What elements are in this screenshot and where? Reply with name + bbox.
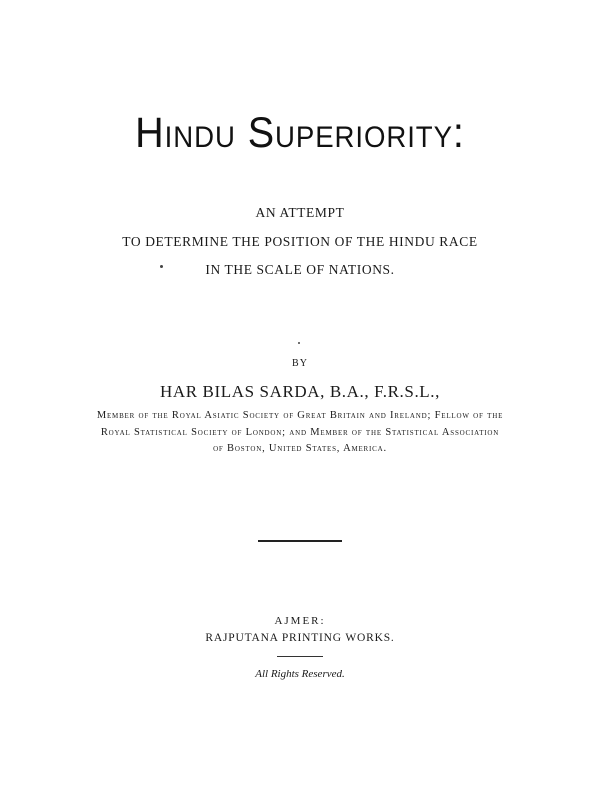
ink-speck [298,342,300,344]
book-title: Hindu Superiority: [135,109,465,157]
imprint-publisher: RAJPUTANA PRINTING WORKS. [205,632,395,644]
rights-notice: All Rights Reserved. [255,668,345,680]
author-name: HAR BILAS SARDA, B.A., F.R.S.L., [160,382,440,401]
subtitle-line-2: TO DETERMINE THE POSITION OF THE HINDU RACE [122,234,478,249]
byline: BY [292,358,308,369]
small-divider-rule [277,656,323,657]
subtitle-line-3: IN THE SCALE OF NATIONS. [205,262,395,277]
author-credentials: Member of the Royal Asiatic Society of Great Britain and Ireland; Fellow of the Royal Statistical Society of London; and Member of the Statistical Association of Boston, United States, America. [96,410,504,454]
imprint-location: AJMER: [274,615,326,627]
ink-speck [160,265,163,268]
divider-rule [258,540,342,542]
subtitle-line-1: AN ATTEMPT [255,205,345,220]
